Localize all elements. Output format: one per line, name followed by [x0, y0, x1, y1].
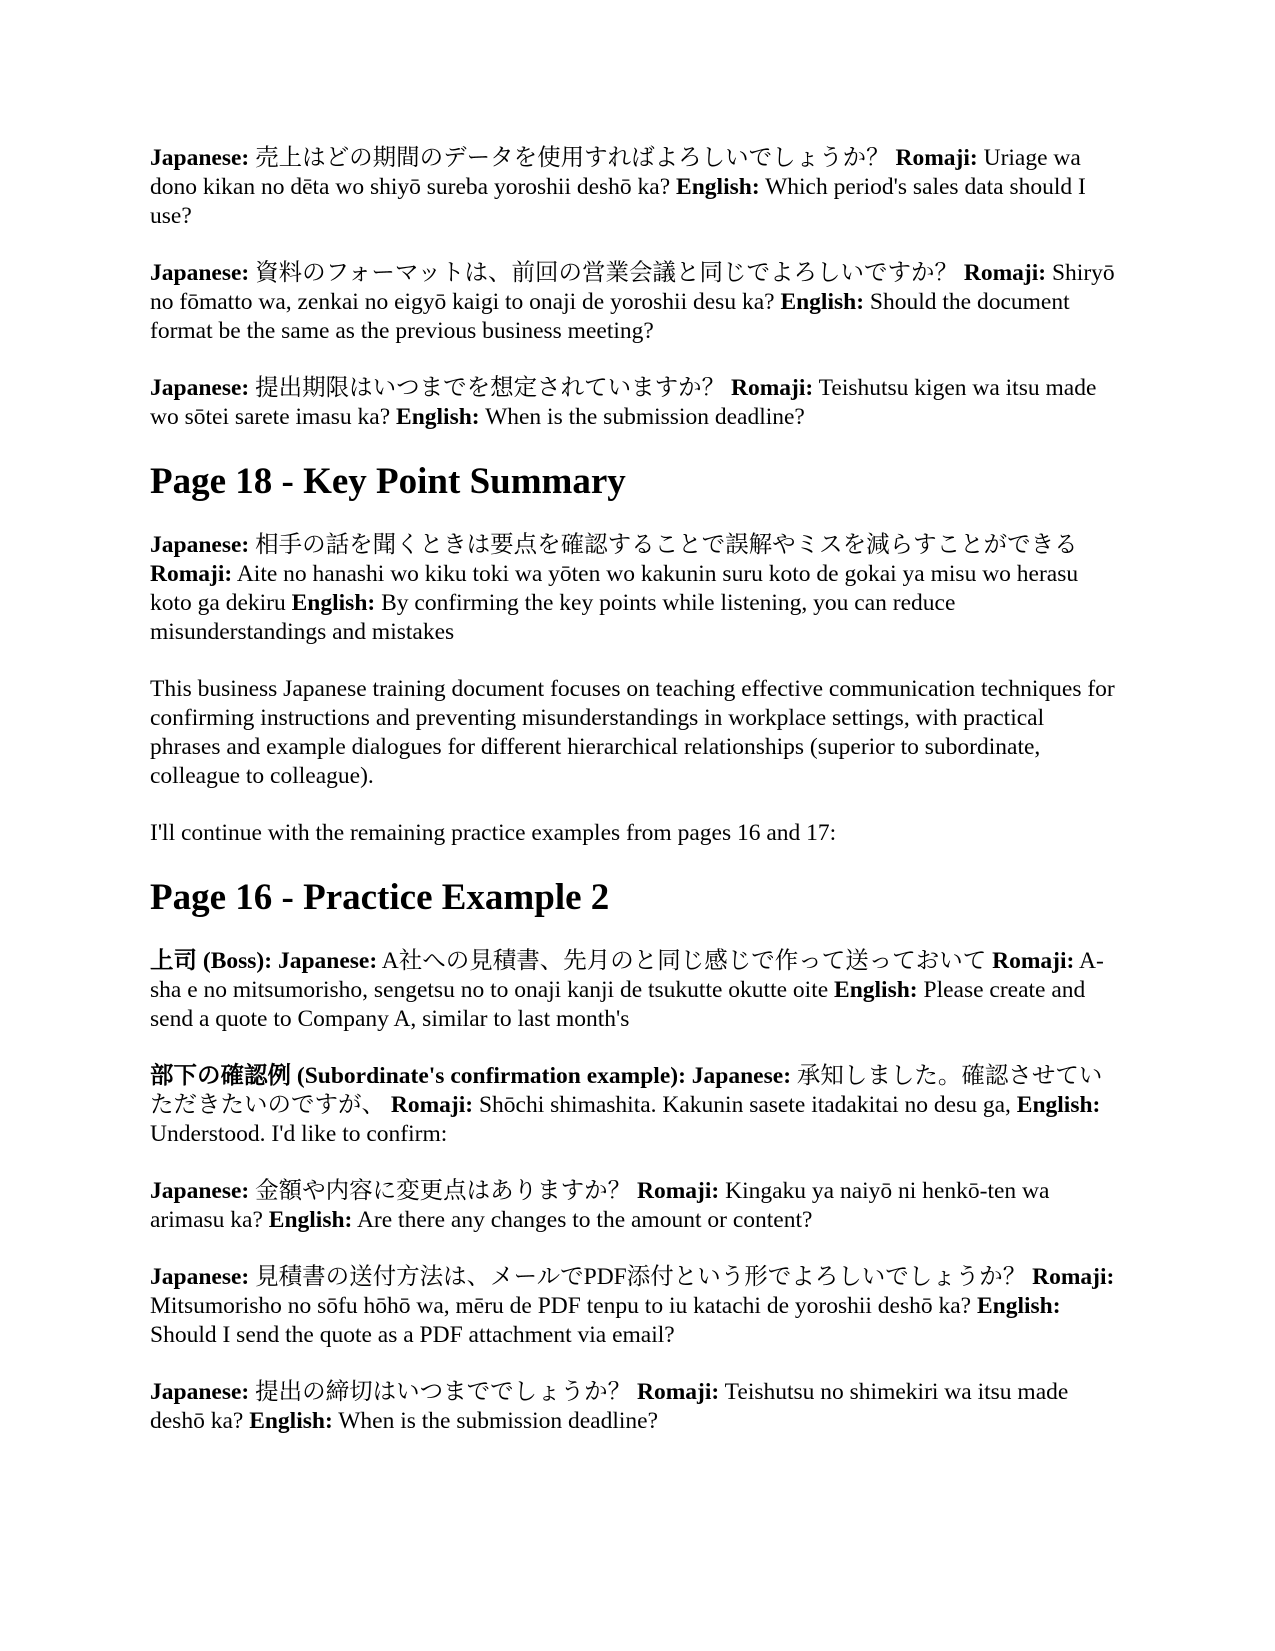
japanese-label: Japanese:	[150, 1379, 250, 1405]
romaji-text: Shōchi shimashita. Kakunin sasete itadakitai no desu ga,	[478, 1092, 1011, 1118]
romaji-label: Romaji:	[390, 1092, 474, 1118]
romaji-text: Kingaku ya naiyō ni henkō-ten wa arimasu ka?	[150, 1178, 1050, 1233]
japanese-label: Japanese:	[150, 145, 250, 171]
english-label: English:	[249, 1408, 333, 1434]
continue-note: I'll continue with the remaining practice examples from pages 16 and 17:	[150, 820, 837, 846]
japanese-text: 売上はどの期間のデータを使用すればよろしいでしょうか？	[255, 145, 890, 171]
document-page	[150, 144, 1120, 1464]
speaker-label: 部下の確認例 (Subordinate's confirmation example):	[150, 1063, 686, 1089]
english-label: English:	[976, 1293, 1061, 1319]
english-text: Should the document format be the same as the previous business meeting?	[150, 289, 1070, 344]
romaji-text: A-sha e no mitsumorisho, sengetsu no to onaji kanji de tsukutte okutte oite	[150, 948, 1104, 1003]
romaji-text: Aite no hanashi wo kiku toki wa yōten wo kakunin suru koto de gokai ya misu wo herasu koto ga dekiru	[150, 561, 1079, 616]
romaji-label: Romaji:	[963, 260, 1047, 286]
english-text: Which period's sales data should I use?	[150, 174, 1086, 229]
english-text: When is the submission deadline?	[485, 404, 805, 430]
english-text: When is the submission deadline?	[338, 1408, 659, 1434]
japanese-text: 見積書の送付方法は、メールでPDF添付という形でよろしいでしょうか？	[255, 1264, 1027, 1290]
romaji-label: Romaji:	[895, 145, 978, 171]
example-submission-deadline	[150, 374, 1120, 432]
example-sales-period	[150, 144, 1120, 231]
japanese-text: 資料のフォーマットは、前回の営業会議と同じでよろしいですか？	[255, 260, 958, 286]
romaji-text: Mitsumorisho no sōfu hōhō wa, mēru de PDF tenpu to iu katachi de yoroshii deshō ka?	[150, 1293, 972, 1319]
japanese-label: Japanese:	[277, 948, 378, 974]
romaji-label: Romaji:	[150, 561, 233, 587]
question-deadline	[150, 1378, 1120, 1436]
romaji-label: Romaji:	[730, 375, 814, 401]
english-text: Are there any changes to the amount or content?	[356, 1207, 813, 1233]
japanese-label: Japanese:	[691, 1063, 792, 1089]
section-heading-page-18: Page 18 - Key Point Summary	[150, 461, 626, 502]
japanese-text: A社への見積書、先月のと同じ感じで作って送っておいて	[381, 948, 987, 974]
english-label: English:	[834, 977, 918, 1003]
japanese-text: 金額や内容に変更点はありますか？	[255, 1178, 632, 1204]
romaji-label: Romaji:	[636, 1178, 720, 1204]
key-point-summary	[150, 531, 1120, 647]
english-text: Understood. I'd like to confirm:	[150, 1121, 448, 1147]
english-label: English:	[676, 174, 760, 200]
romaji-text: Uriage wa dono kikan no dēta wo shiyō sureba yoroshii deshō ka?	[150, 145, 1081, 200]
japanese-label: Japanese:	[150, 1178, 250, 1204]
example-document-format	[150, 259, 1120, 346]
english-text: By confirming the key points while listening, you can reduce misunderstandings and mistakes	[150, 590, 956, 645]
japanese-label: Japanese:	[150, 375, 250, 401]
japanese-label: Japanese:	[150, 532, 250, 558]
speaker-label: 上司 (Boss):	[150, 948, 273, 974]
romaji-label: Romaji:	[636, 1379, 720, 1405]
boss-instruction	[150, 947, 1120, 1034]
question-changes	[150, 1177, 1120, 1235]
english-text: Should I send the quote as a PDF attachment via email?	[150, 1322, 675, 1348]
document-description: This business Japanese training document focuses on teaching effective communication techniques for confirming instructions and preventing misunderstandings in workplace settings, with practical phrases and example dialogues for different hierarchical relationships (superior to subordinate, colleague to colleague).	[150, 676, 1115, 789]
subordinate-confirmation	[150, 1062, 1120, 1149]
english-label: English:	[291, 590, 376, 616]
japanese-label: Japanese:	[150, 1264, 250, 1290]
romaji-label: Romaji:	[1032, 1264, 1115, 1290]
romaji-text: Teishutsu no shimekiri wa itsu made deshō ka?	[150, 1379, 1069, 1434]
romaji-text: Teishutsu kigen wa itsu made wo sōtei sarete imasu ka?	[150, 375, 1097, 430]
romaji-text: Shiryō no fōmatto wa, zenkai no eigyō kaigi to onaji de yoroshii desu ka?	[150, 260, 1115, 315]
japanese-text: 承知しました。確認させていただきたいのですが、	[150, 1063, 1103, 1118]
japanese-text: 提出の締切はいつまででしょうか？	[255, 1379, 632, 1405]
japanese-label: Japanese:	[150, 260, 250, 286]
japanese-text: 相手の話を聞くときは要点を確認することで誤解やミスを減らすことができる	[255, 532, 1078, 558]
japanese-text: 提出期限はいつまでを想定されていますか？	[255, 375, 726, 401]
section-heading-page-16: Page 16 - Practice Example 2	[150, 877, 610, 918]
question-sending-method	[150, 1263, 1120, 1350]
english-label: English:	[268, 1207, 353, 1233]
english-label: English:	[1016, 1092, 1101, 1118]
english-text: Please create and send a quote to Company A, similar to last month's	[150, 977, 1086, 1032]
romaji-label: Romaji:	[992, 948, 1075, 974]
english-label: English:	[780, 289, 865, 315]
english-label: English:	[396, 404, 480, 430]
